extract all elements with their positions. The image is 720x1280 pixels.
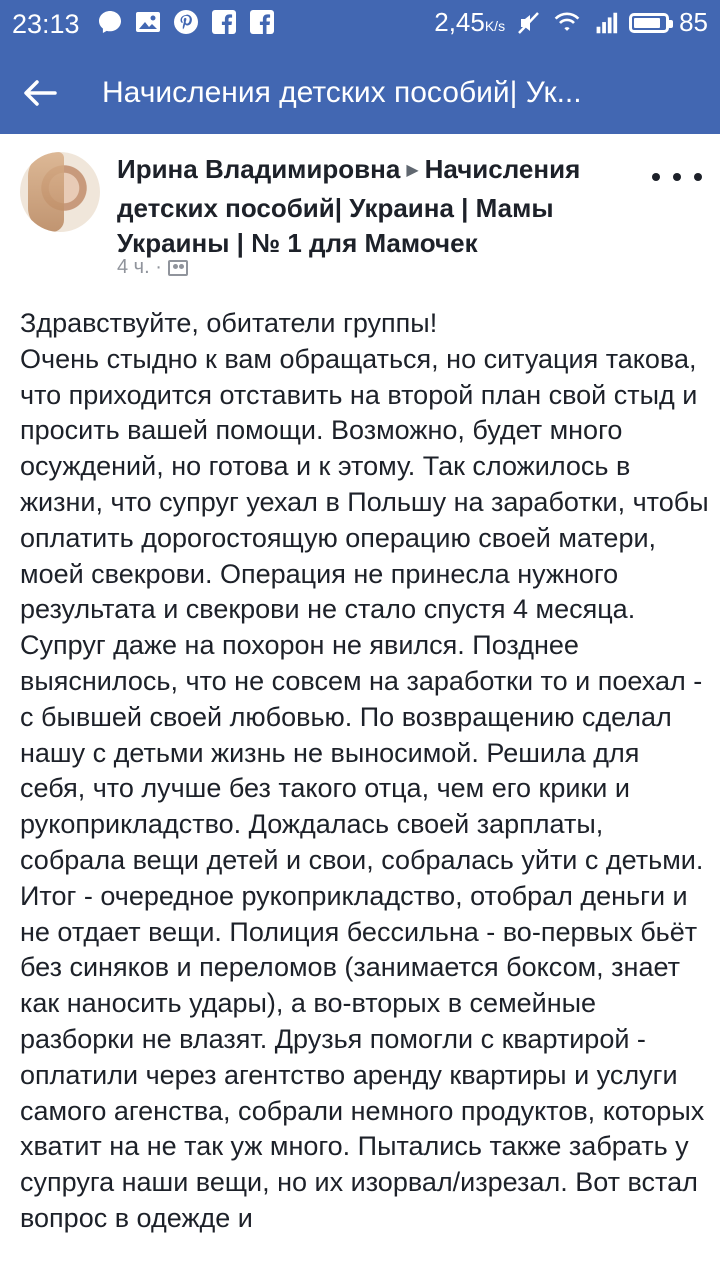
messenger-icon	[96, 8, 124, 36]
arrow-right-icon: ▶	[406, 162, 419, 179]
post-text: Очень стыдно к вам обращаться, но ситуация такова, что приходится отставить на второй план свой стыд и просить вашей помощи. Возможно, будет много осуждений, но готова и к этому. Так сложилось в жизни, что супруг уехал в Польшу на заработки, чтобы оплатить дорогостоящую операцию своей матери, моей свекрови. Операция не принесла нужного результата и свекрови не стало спустя 4 месяца. Супруг даже на похорон не явился. Позднее выяснилось, что не совсем на заработки то и поехал - с бывшей своей любовью. По возвращению сделал нашу с детьми жизнь не выносимой. Решила для себя, что лучше без такого отца, чем его крики и рукоприкладство. Дождалась своей зарплаты, собрала вещи детей и свои, собралась уйти с детьми. Итог - очередное рукоприкладство, отобрал деньги и не отдает вещи. Полиция бессильна - во-первых бьёт без синяков и переломов (занимается боксом, знает как наносить удары), а во-вторых в семейные разборки не влазят. Друзья помогли с квартирой - оплатили через агентство аренду квартиры и услуги самого агенства, собрали немного продуктов, которых хватит на не так уж много. Пытались также забрать у супруга наши вещи, но их изорвал/изрезал. Вот встал вопрос в одежде и	[20, 343, 709, 1233]
gallery-icon	[134, 8, 162, 36]
author-name[interactable]: Ирина Владимировна	[117, 154, 401, 184]
post-body	[20, 306, 710, 1237]
wifi-icon	[553, 9, 581, 37]
post-meta	[117, 256, 188, 279]
network-speed: 2,45K/s	[434, 7, 506, 37]
group-privacy-icon	[168, 260, 188, 276]
notification-icons	[96, 8, 276, 36]
nav-bar	[0, 52, 720, 134]
status-time: 23:13	[12, 9, 80, 39]
status-bar	[0, 0, 720, 52]
post-greeting: Здравствуйте, обитатели группы!	[20, 308, 438, 338]
more-options-button[interactable]	[652, 162, 702, 192]
page-title: Начисления детских пособий| Ук...	[102, 76, 582, 109]
signal-icon	[591, 9, 619, 37]
facebook-icon	[210, 8, 238, 36]
pinterest-icon	[172, 8, 200, 36]
post-title	[117, 152, 647, 261]
back-arrow-icon	[23, 79, 57, 107]
post-header	[0, 140, 720, 290]
avatar[interactable]	[20, 152, 100, 232]
group-name[interactable]: Начисления детских пособий| Украина | Мамы Украины | № 1 для Мамочек	[117, 154, 581, 258]
status-right	[434, 7, 708, 38]
battery-icon	[629, 13, 669, 33]
mute-icon	[515, 9, 543, 37]
post-time[interactable]: 4 ч. ·	[117, 256, 162, 278]
top-bar	[0, 0, 720, 134]
facebook-icon	[248, 8, 276, 36]
back-button[interactable]	[0, 52, 80, 134]
battery-level: 85	[679, 7, 708, 37]
